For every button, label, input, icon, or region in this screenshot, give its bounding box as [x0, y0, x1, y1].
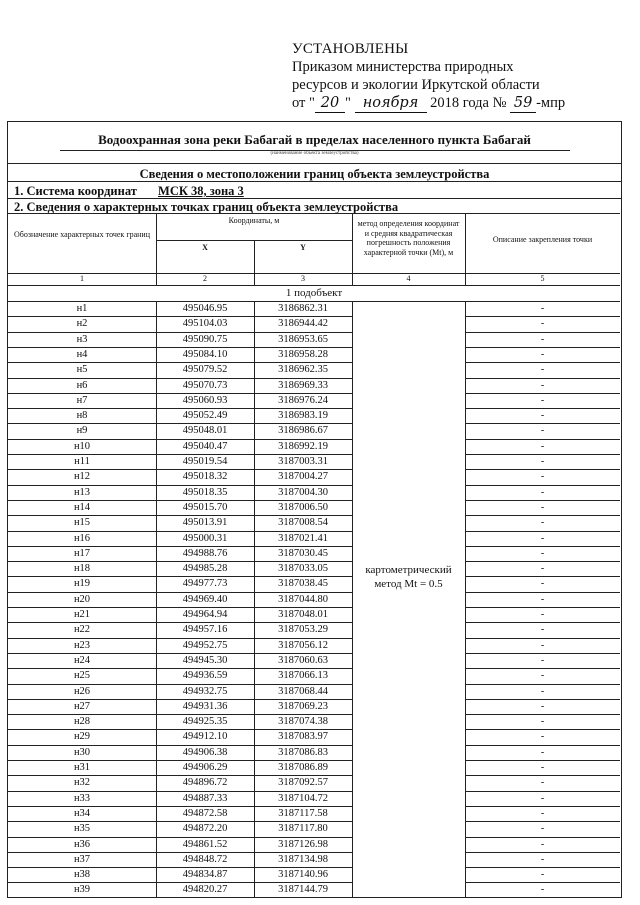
description-value: -: [540, 700, 545, 712]
point-id: н2: [76, 318, 88, 330]
column-number: 5: [540, 274, 545, 283]
coord-y: 3186969.33: [278, 379, 328, 391]
coord-x: 494861.52: [182, 838, 228, 850]
point-id: н13: [73, 486, 91, 498]
point-id: н22: [73, 624, 91, 636]
point-id: н1: [76, 303, 88, 314]
point-id: н17: [73, 547, 91, 559]
description-value: -: [540, 563, 545, 575]
point-id: н5: [76, 364, 88, 376]
point-id: н7: [76, 394, 88, 406]
coord-x: 495052.49: [182, 410, 228, 422]
approval-from: от ": [292, 95, 315, 111]
coord-y: 3186944.42: [278, 318, 328, 330]
coord-y: 3187144.79: [278, 884, 328, 896]
approval-number: 59: [510, 94, 536, 113]
point-id: н8: [76, 410, 88, 422]
header-method: метод определения координат и средняя квадратическая погрешность положения характерной точки (Mt), м: [357, 219, 460, 257]
description-value: -: [540, 731, 545, 743]
coord-system-value: МСК 38, зона 3: [158, 184, 244, 198]
point-id: н10: [73, 440, 91, 452]
coord-x: 495104.03: [182, 318, 228, 330]
approval-line-2: ресурсов и экологии Иркутской области: [292, 77, 540, 93]
point-id: н16: [73, 532, 91, 544]
coord-x: 494820.27: [182, 884, 228, 896]
object-caption: (наименование объекта землеустройства): [270, 151, 359, 156]
coord-y: 3187140.96: [278, 869, 328, 881]
coord-y: 3187086.83: [278, 746, 328, 758]
description-value: -: [540, 410, 545, 422]
method-value: картометрический метод Mt = 0.5: [365, 564, 452, 591]
point-id: н39: [73, 884, 91, 896]
description-value: -: [540, 333, 545, 345]
point-id: н30: [73, 746, 91, 758]
coord-y: 3187069.23: [278, 700, 328, 712]
point-id: н31: [73, 762, 91, 773]
coord-x: 495000.31: [182, 532, 228, 544]
coord-y: 3187006.50: [278, 501, 328, 513]
point-id: н12: [73, 471, 91, 483]
description-value: -: [540, 593, 545, 605]
description-value: -: [540, 670, 545, 682]
coord-y: 3187038.45: [278, 578, 328, 590]
coord-x: 494872.20: [182, 823, 228, 835]
object-title: Водоохранная зона реки Бабагай в пределах населенного пункта Бабагай: [98, 132, 531, 147]
point-id: н37: [73, 853, 91, 865]
description-value: -: [540, 639, 545, 651]
point-id: н23: [73, 639, 91, 651]
point-id: н33: [73, 792, 91, 804]
coord-x: 494925.35: [182, 716, 228, 728]
point-id: н36: [73, 838, 91, 850]
column-number: 1: [80, 274, 84, 283]
coord-x: 494931.36: [182, 700, 228, 712]
description-value: -: [540, 303, 545, 314]
description-value: -: [540, 654, 545, 666]
header-description: Описание закрепления точки: [492, 235, 593, 244]
description-value: -: [540, 792, 545, 804]
point-id: н3: [76, 333, 88, 345]
description-value: -: [540, 318, 545, 330]
description-value: -: [540, 517, 545, 529]
approval-block: [292, 40, 622, 113]
coord-x: 494936.59: [182, 670, 228, 682]
point-id: н11: [74, 456, 90, 467]
description-value: -: [540, 807, 545, 819]
approval-line-1: Приказом министерства природных: [292, 59, 514, 75]
point-id: н21: [73, 609, 91, 620]
approval-year: 2018 года №: [430, 95, 507, 111]
points-table: [8, 213, 621, 897]
coord-x: 494969.40: [182, 593, 228, 605]
coord-y: 3187060.63: [278, 654, 328, 666]
coord-y: 3187074.38: [278, 716, 328, 728]
column-number: 3: [301, 274, 305, 283]
coord-y: 3187066.13: [278, 670, 328, 682]
coord-y: 3187126.98: [278, 838, 328, 850]
coord-x: 494834.87: [182, 869, 228, 881]
point-id: н14: [73, 501, 91, 513]
description-value: -: [540, 746, 545, 758]
coord-y: 3187086.89: [278, 762, 328, 773]
col-line-body: [352, 301, 353, 898]
point-id: н9: [76, 425, 88, 437]
coord-y: 3186986.67: [278, 425, 328, 437]
coord-y: 3187004.30: [278, 486, 328, 498]
coord-y: 3187003.31: [278, 456, 328, 467]
coord-x: 494912.10: [182, 731, 228, 743]
description-value: -: [540, 884, 545, 896]
description-value: -: [540, 379, 545, 391]
description-value: -: [540, 578, 545, 590]
point-id: н27: [73, 700, 91, 712]
coord-x: 495019.54: [182, 456, 228, 467]
description-value: -: [540, 486, 545, 498]
description-value: -: [540, 685, 545, 697]
coord-x: 495079.52: [182, 364, 228, 376]
description-value: -: [540, 501, 545, 513]
point-id: н29: [73, 731, 91, 743]
coord-y: 3187004.27: [278, 471, 328, 483]
approval-month: ноября: [355, 94, 427, 113]
description-value: -: [540, 823, 545, 835]
description-value: -: [540, 532, 545, 544]
coord-x: 495060.93: [182, 394, 228, 406]
coord-x: 494906.29: [182, 762, 228, 773]
coord-x: 494977.73: [182, 578, 228, 590]
coord-x: 494848.72: [182, 853, 228, 865]
coord-x: 494887.33: [182, 792, 228, 804]
description-value: -: [540, 547, 545, 559]
coord-x: 494988.76: [182, 547, 228, 559]
description-value: -: [540, 364, 545, 376]
coord-x: 495013.91: [182, 517, 228, 529]
coord-x: 494906.38: [182, 746, 228, 758]
coord-y: 3187056.12: [278, 639, 328, 651]
subobject-label: 1 подобъект: [285, 287, 343, 299]
approval-quote: ": [344, 95, 351, 111]
approval-title: УСТАНОВЛЕНЫ: [292, 41, 409, 57]
coord-x: 494872.58: [182, 807, 228, 819]
coord-y: 3186958.28: [278, 348, 328, 360]
column-number: 2: [203, 274, 207, 283]
coord-y: 3187030.45: [278, 547, 328, 559]
description-value: -: [540, 762, 545, 773]
description-value: -: [540, 471, 545, 483]
point-id: н26: [73, 685, 91, 697]
description-value: -: [540, 624, 545, 636]
description-value: -: [540, 456, 545, 467]
coord-x: 494896.72: [182, 777, 228, 789]
description-value: -: [540, 853, 545, 865]
document-frame: [7, 121, 622, 898]
point-id: н6: [76, 379, 88, 391]
header-x: X: [202, 243, 208, 252]
coord-y: 3187117.80: [278, 823, 328, 835]
description-value: -: [540, 609, 545, 620]
header-y: Y: [300, 243, 306, 252]
header-point: Обозначение характерных точек границ: [13, 230, 150, 239]
coord-system-label: 1. Система координат: [14, 184, 137, 198]
point-id: н18: [73, 563, 91, 575]
coord-y: 3187008.54: [278, 517, 328, 529]
point-id: н19: [73, 578, 91, 590]
coord-y: 3187033.05: [278, 563, 328, 575]
coord-x: 494964.94: [182, 609, 228, 620]
point-id: н25: [73, 670, 91, 682]
description-value: -: [540, 440, 545, 452]
coord-x: 495018.32: [182, 471, 228, 483]
point-id: н34: [73, 807, 91, 819]
description-value: -: [540, 716, 545, 728]
points-label: 2. Сведения о характерных точках границ объекта землеустройства: [8, 198, 621, 214]
coord-y: 3187044.80: [278, 593, 328, 605]
numbers-bottom-line: [8, 285, 620, 286]
column-number: 4: [406, 274, 411, 283]
point-id: н35: [73, 823, 91, 835]
approval-date-line: [292, 94, 622, 113]
coord-x: 495015.70: [182, 501, 228, 513]
point-id: н24: [73, 654, 91, 666]
coord-y: 3186976.24: [278, 394, 328, 406]
coord-y: 3187048.01: [278, 609, 328, 620]
coord-y: 3187104.72: [278, 792, 328, 804]
point-id: н38: [73, 869, 91, 881]
coord-y: 3187083.97: [278, 731, 328, 743]
coord-y: 3186962.35: [278, 364, 328, 376]
coord-y: 3186983.19: [278, 410, 328, 422]
coord-x: 495090.75: [182, 333, 228, 345]
coord-y: 3186992.19: [278, 440, 328, 452]
coord-x: 495048.01: [182, 425, 228, 437]
coord-x: 494945.30: [182, 654, 228, 666]
coord-x: 495070.73: [182, 379, 228, 391]
description-value: -: [540, 348, 545, 360]
description-value: -: [540, 777, 545, 789]
approval-day: 20: [315, 94, 345, 113]
coord-y: 3187021.41: [278, 532, 328, 544]
coord-x: 495018.35: [182, 486, 228, 498]
point-id: н32: [73, 777, 91, 789]
description-value: -: [540, 394, 545, 406]
coord-x: 494957.16: [182, 624, 228, 636]
coord-x: 495084.10: [182, 348, 228, 360]
point-id: н4: [76, 348, 88, 360]
description-value: -: [540, 425, 545, 437]
point-id: н15: [73, 517, 91, 529]
point-id: н20: [73, 593, 91, 605]
description-value: -: [540, 838, 545, 850]
point-id: н28: [73, 716, 91, 728]
coord-y: 3187068.44: [278, 685, 328, 697]
coord-y: 3187117.58: [278, 807, 328, 819]
description-value: -: [540, 869, 545, 881]
section-title: Сведения о местоположении границ объекта землеустройства: [8, 163, 621, 181]
coord-system-row: [8, 181, 621, 198]
header-coords: Координаты, м: [228, 216, 280, 225]
coord-y: 3187053.29: [278, 624, 328, 636]
approval-suffix: -мпр: [536, 95, 566, 111]
coord-x: 495046.95: [182, 303, 228, 314]
coord-y: 3186953.65: [278, 333, 328, 345]
coord-y: 3186862.31: [278, 303, 328, 314]
table-top-line: [8, 213, 620, 214]
coord-x: 495040.47: [182, 440, 228, 452]
coord-x: 494952.75: [182, 639, 228, 651]
coord-y: 3187092.57: [278, 777, 328, 789]
coord-y: 3187134.98: [278, 853, 328, 865]
coord-x: 494932.75: [182, 685, 228, 697]
coord-x: 494985.28: [182, 563, 228, 575]
